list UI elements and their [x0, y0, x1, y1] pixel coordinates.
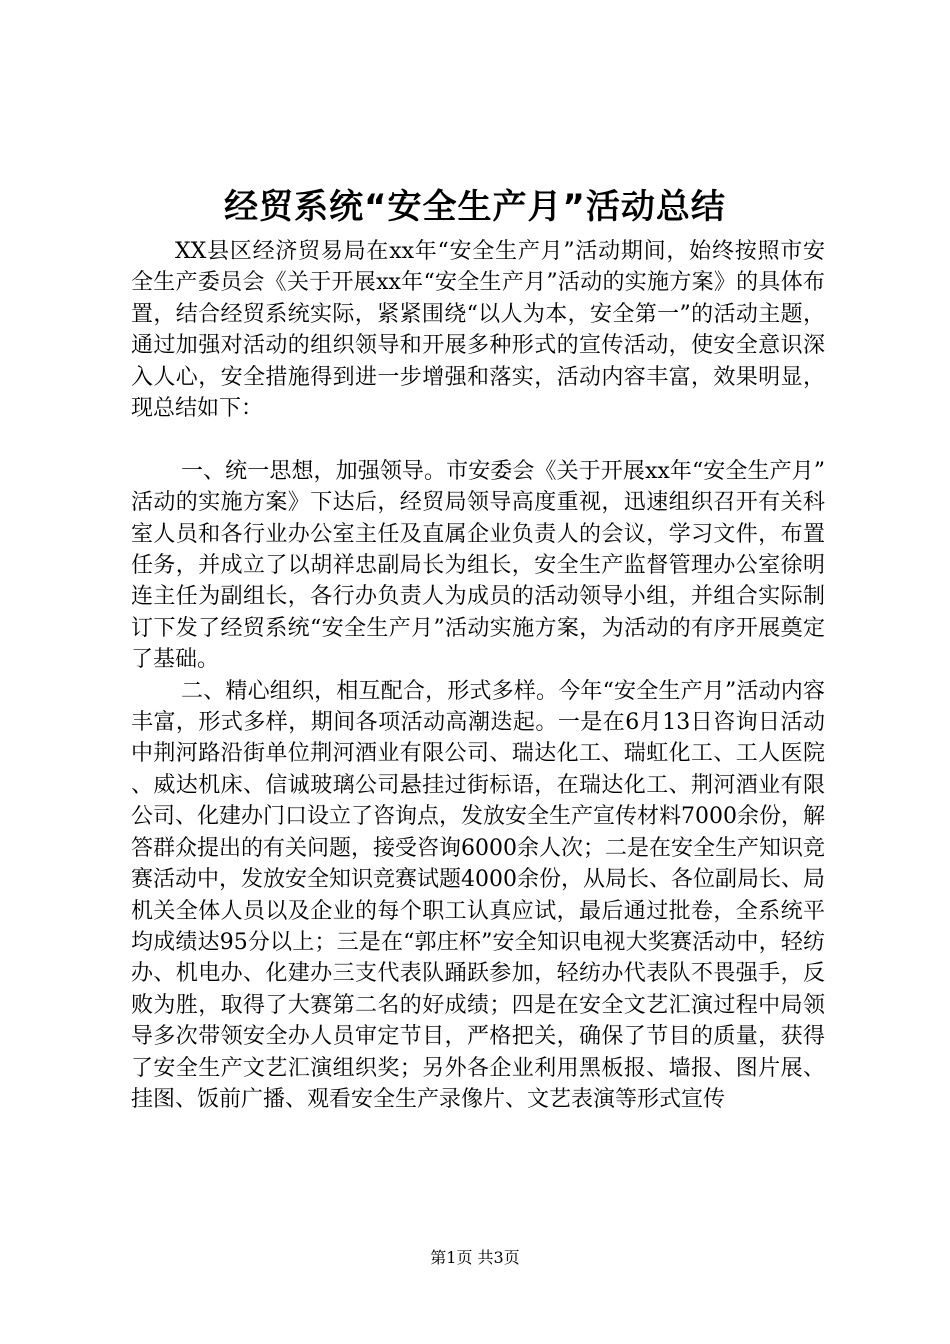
page-footer: 第1页 共3页 [430, 1248, 520, 1267]
document-title: 经贸系统“安全生产月”活动总结 [224, 187, 726, 227]
paragraph-section-1: 一、统一思想，加强领导。市安委会《关于开展xx年“安全生产月”活动的实施方案》下达后，经贸局领导高度重视，迅速组织召开有关科室人员和各行业办公室主任及直属企业负责人的会议，学习文件，布置任务，并成立了以胡祥忠副局长为组长，安全生产监督管理办公室徐明连主任为副组长，各行办负责人为成员的活动领导小组，并组合实际制订下发了经贸系统“安全生产月”活动实施方案，为活动的有序开展奠定了基础。 [131, 458, 825, 673]
paragraph-section-2: 二、精心组织，相互配合，形式多样。今年“安全生产月”活动内容丰富，形式多样，期间各项活动高潮迭起。一是在6月13日咨询日活动中荆河路沿街单位荆河酒业有限公司、瑞达化工、瑞虹化工、工人医院、威达机床、信诚玻璃公司悬挂过街标语，在瑞达化工、荆河酒业有限公司、化建办门口设立了咨询点，发放安全生产宣传材料7000余份，解答群众提出的有关问题，接受咨询6000余人次；二是在安全生产知识竞赛活动中，发放安全知识竞赛试题4000余份，从局长、各位副局长、局机关全体人员以及企业的每个职工认真应试，最后通过批卷，全系统平均成绩达95分以上；三是在“郭庄杯”安全知识电视大奖赛活动中，轻纺办、机电办、化建办三支代表队踊跃参加，轻纺办代表队不畏强手，反败为胜，取得了大赛第二名的好成绩；四是在安全文艺汇演过程中局领导多次带领安全办人员审定节目，严格把关，确保了节目的质量，获得了安全生产文艺汇演组织奖；另外各企业利用黑板报、墙报、图片展、挂图、饭前广播、观看安全生产录像片、文艺表演等形式宣传 [131, 678, 825, 1112]
paragraph-intro: XX县区经济贸易局在xx年“安全生产月”活动期间，始终按照市安全生产委员会《关于开展xx年“安全生产月”活动的实施方案》的具体布置，结合经贸系统实际，紧紧围绕“以人为本，安全第一”的活动主题，通过加强对活动的组织领导和开展多种形式的宣传活动，使安全意识深入人心，安全措施得到进一步增强和落实，活动内容丰富，效果明显，现总结如下： [131, 239, 825, 422]
document-body [131, 236, 825, 1115]
